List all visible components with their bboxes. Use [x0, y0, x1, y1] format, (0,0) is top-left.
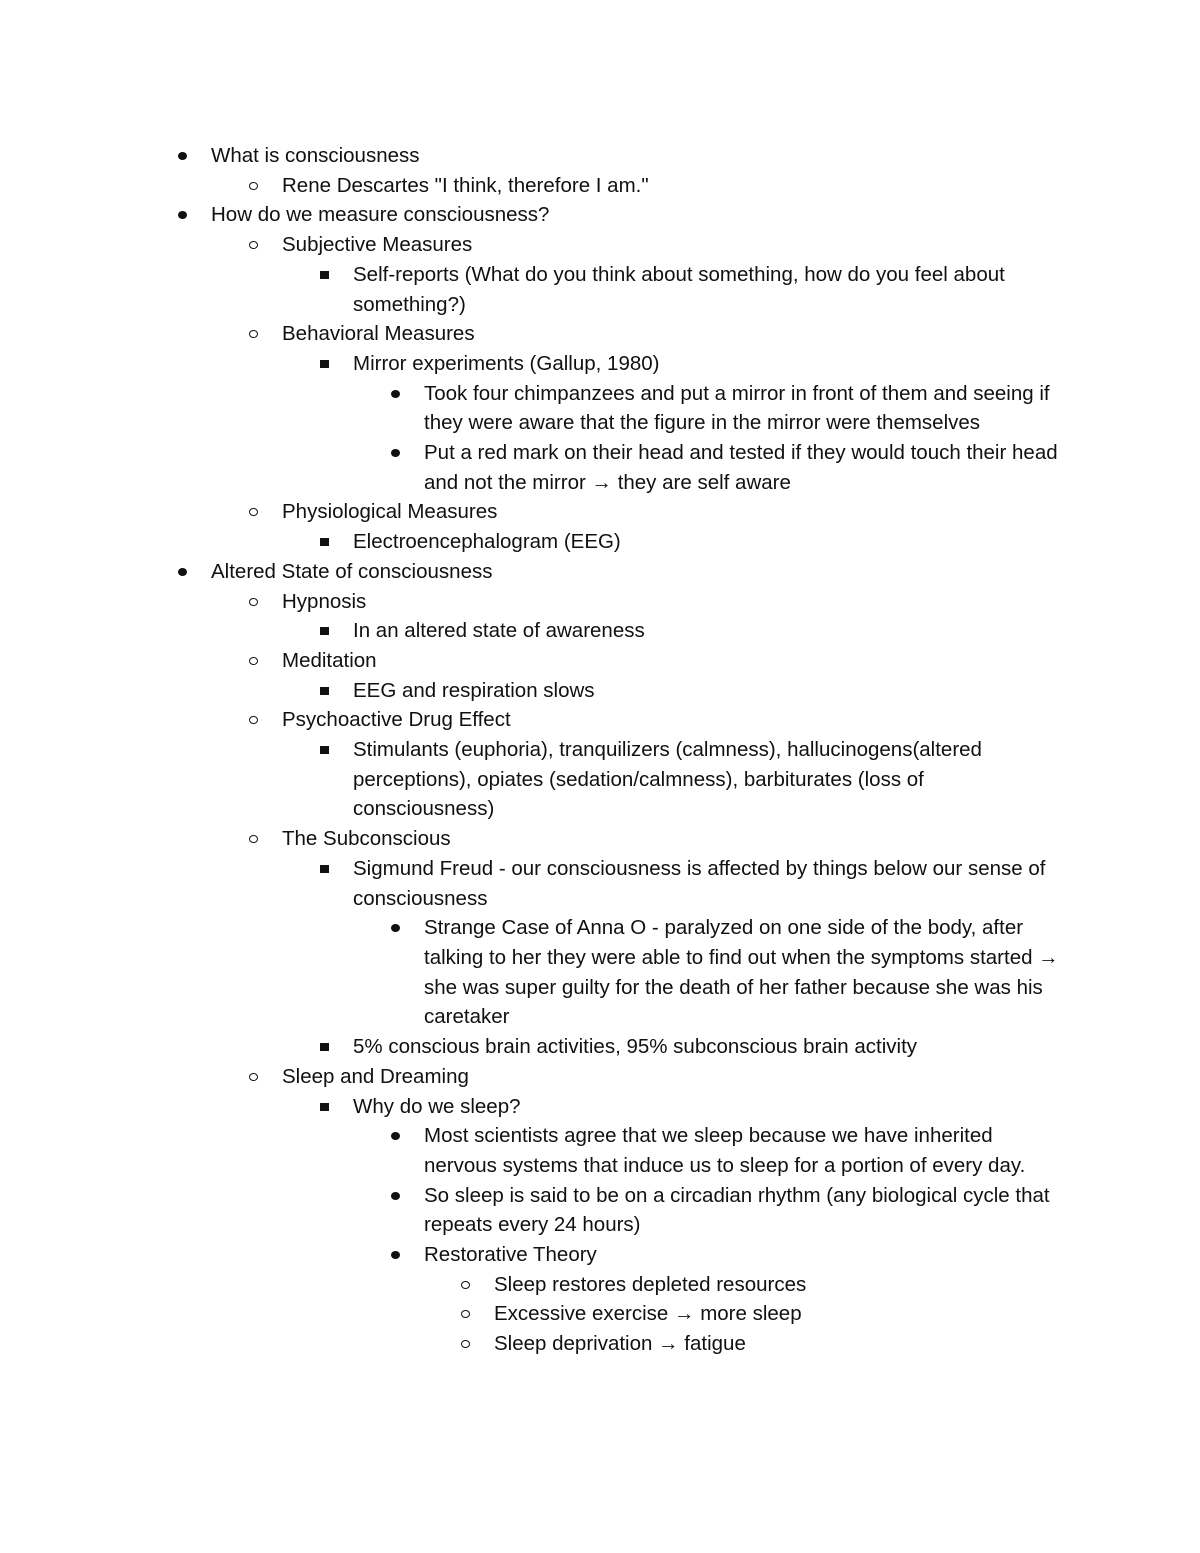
- disc-bullet-icon: [391, 924, 400, 932]
- list-item: [0, 913, 1200, 1032]
- list-item: [0, 616, 1200, 646]
- list-item: [0, 497, 1200, 527]
- item-text: Psychoactive Drug Effect: [282, 708, 511, 732]
- circle-bullet-icon: [461, 1340, 470, 1348]
- item-text: Why do we sleep?: [353, 1094, 521, 1118]
- item-text: So sleep is said to be on a circadian rhythm (any biological cycle that repeats every 24 hours): [424, 1183, 1050, 1237]
- item-text: Stimulants (euphoria), tranquilizers (calmness), hallucinogens(altered perceptions), opiates (sedation/calmness), barbiturates (loss of consciousness): [353, 738, 982, 821]
- disc-bullet-icon: [391, 449, 400, 457]
- list-item: [0, 319, 1200, 349]
- item-text: 5% conscious brain activities, 95% subconscious brain activity: [353, 1035, 918, 1059]
- item-text: Electroencephalogram (EEG): [353, 530, 621, 554]
- list-item: [0, 557, 1200, 587]
- item-text: Behavioral Measures: [282, 322, 475, 346]
- item-text: Most scientists agree that we sleep because we have inherited nervous systems that induce us to sleep for a portion of every day.: [424, 1124, 1026, 1177]
- item-text: Altered State of consciousness: [211, 559, 493, 583]
- item-text: The Subconscious: [282, 827, 451, 851]
- list-item: [0, 1032, 1200, 1062]
- disc-bullet-icon: [391, 1192, 400, 1200]
- square-bullet-icon: [320, 360, 329, 368]
- square-bullet-icon: [320, 627, 329, 635]
- list-item: [0, 379, 1200, 438]
- item-text: Hypnosis: [282, 589, 367, 613]
- item-text: Put a red mark on their head and tested if they would touch their head and not the mirror → they are self aware: [424, 441, 1058, 494]
- list-item: [0, 1299, 1200, 1329]
- disc-bullet-icon: [178, 152, 187, 160]
- list-item: [0, 349, 1200, 379]
- list-item: [0, 824, 1200, 854]
- list-item: [0, 1181, 1200, 1240]
- square-bullet-icon: [320, 865, 329, 873]
- circle-bullet-icon: [249, 241, 258, 249]
- item-text: In an altered state of awareness: [353, 619, 645, 643]
- list-item: [0, 1329, 1200, 1359]
- circle-bullet-icon: [461, 1310, 470, 1318]
- disc-bullet-icon: [391, 1132, 400, 1140]
- list-item: [0, 735, 1200, 824]
- list-item: [0, 854, 1200, 913]
- list-item: [0, 200, 1200, 230]
- item-text: What is consciousness: [211, 144, 420, 167]
- list-item: [0, 141, 1200, 171]
- disc-bullet-icon: [391, 390, 400, 398]
- disc-bullet-icon: [178, 211, 187, 219]
- circle-bullet-icon: [249, 657, 258, 665]
- square-bullet-icon: [320, 271, 329, 279]
- item-text: Sleep deprivation → fatigue: [494, 1332, 746, 1356]
- item-text: Meditation: [282, 648, 377, 672]
- list-item: [0, 676, 1200, 706]
- list-item: [0, 646, 1200, 676]
- list-item: [0, 260, 1200, 319]
- item-text: Excessive exercise → more sleep: [494, 1302, 802, 1326]
- list-item: [0, 1062, 1200, 1092]
- item-text: Restorative Theory: [424, 1243, 597, 1267]
- list-item: [0, 587, 1200, 617]
- item-text: Subjective Measures: [282, 233, 473, 257]
- item-text: Sleep and Dreaming: [282, 1064, 469, 1088]
- circle-bullet-icon: [249, 182, 258, 190]
- circle-bullet-icon: [249, 1073, 258, 1081]
- circle-bullet-icon: [461, 1281, 470, 1289]
- list-item: [0, 171, 1200, 201]
- circle-bullet-icon: [249, 835, 258, 843]
- item-text: Mirror experiments (Gallup, 1980): [353, 351, 660, 375]
- disc-bullet-icon: [391, 1251, 400, 1259]
- item-text: Sleep restores depleted resources: [494, 1272, 807, 1296]
- circle-bullet-icon: [249, 598, 258, 606]
- list-item: [0, 527, 1200, 557]
- item-text: Physiological Measures: [282, 500, 498, 524]
- disc-bullet-icon: [178, 568, 187, 576]
- list-item: [0, 230, 1200, 260]
- item-text: Sigmund Freud - our consciousness is affected by things below our sense of consciousness: [353, 856, 1046, 910]
- square-bullet-icon: [320, 1103, 329, 1111]
- list-item: [0, 1092, 1200, 1122]
- circle-bullet-icon: [249, 508, 258, 516]
- square-bullet-icon: [320, 687, 329, 695]
- list-item: [0, 438, 1200, 497]
- circle-bullet-icon: [249, 716, 258, 724]
- circle-bullet-icon: [249, 330, 258, 338]
- square-bullet-icon: [320, 746, 329, 754]
- list-item: [0, 1270, 1200, 1300]
- list-item: [0, 1121, 1200, 1180]
- list-item: [0, 705, 1200, 735]
- item-text: Took four chimpanzees and put a mirror in front of them and seeing if they were aware that the figure in the mirror were themselves: [424, 381, 1050, 435]
- list-item: [0, 1240, 1200, 1270]
- item-text: Strange Case of Anna O - paralyzed on one side of the body, after talking to her they were able to find out when the symptoms started → she was super guilty for the death of her father because she was his caretaker: [424, 916, 1059, 1029]
- item-text: EEG and respiration slows: [353, 678, 595, 702]
- item-text: How do we measure consciousness?: [211, 203, 550, 227]
- square-bullet-icon: [320, 1043, 329, 1051]
- square-bullet-icon: [320, 538, 329, 546]
- item-text: Rene Descartes "I think, therefore I am.": [282, 173, 649, 197]
- item-text: Self-reports (What do you think about something, how do you feel about something?): [353, 262, 1005, 316]
